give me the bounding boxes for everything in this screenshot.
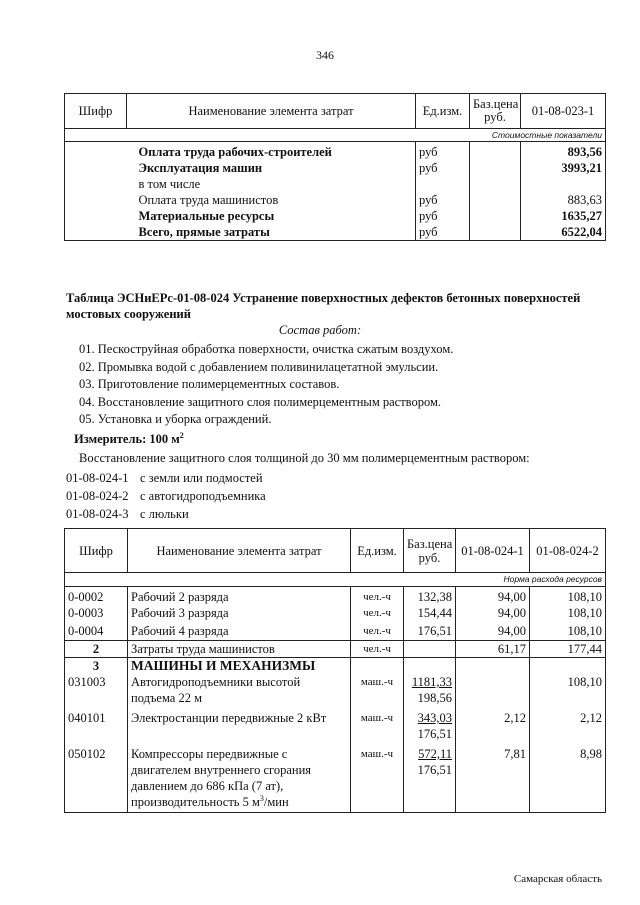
table-row (65, 674, 606, 710)
row-name: Материальные ресурсы (127, 208, 416, 224)
variant-code: 01-08-024-3 (66, 507, 129, 521)
row-value2: 8,98 (530, 746, 606, 812)
row-name: Оплата труда рабочих-строителей (127, 142, 416, 160)
row-unit: маш.-ч (351, 674, 404, 710)
table-row (65, 746, 606, 812)
row-price-top: 343,03 (417, 711, 452, 725)
row-unit: руб (416, 192, 470, 208)
row-name-tail: /мин (263, 795, 289, 809)
row-value2: 2,12 (530, 710, 606, 746)
row-value2: 108,10 (530, 605, 606, 623)
header-unit: Ед.изм. (416, 94, 470, 129)
row-price (404, 746, 456, 812)
row-value1: 94,00 (456, 587, 530, 605)
description: Восстановление защитного слоя толщиной до 30 мм полимерцементным раствором: (79, 451, 530, 465)
row-unit: руб (416, 208, 470, 224)
subheader-row (65, 129, 606, 142)
row-name-line: Электростанции передвижные 2 кВт (131, 711, 327, 725)
row-value2: 108,10 (530, 674, 606, 710)
row-name: Рабочий 2 разряда (128, 587, 351, 605)
section-name: МАШИНЫ И МЕХАНИЗМЫ (128, 658, 351, 675)
header-unit: Ед.изм. (351, 529, 404, 573)
row-value1: 7,81 (456, 746, 530, 812)
row-name: Эксплуатация машин (127, 160, 416, 176)
row-price (404, 674, 456, 710)
row-price: 154,44 (404, 605, 456, 623)
table-header-row (65, 529, 606, 573)
works-list (79, 341, 453, 429)
row-value: 3993,21 (521, 160, 606, 176)
variant-code: 01-08-024-2 (66, 489, 129, 503)
meter-text: Измеритель: 100 м (74, 432, 180, 446)
variant-text: с люльки (140, 507, 189, 521)
row-unit: руб (416, 160, 470, 176)
row-price-bottom: 198,56 (417, 691, 452, 705)
table-row (65, 192, 606, 208)
row-value2: 108,10 (530, 587, 606, 605)
list-item (66, 487, 266, 505)
row-name-line: Компрессоры передвижные с (131, 747, 288, 761)
row-code: 031003 (65, 674, 128, 710)
row-unit: чел.-ч (351, 641, 404, 658)
row-price: 176,51 (404, 623, 456, 641)
row-unit: руб (416, 142, 470, 160)
row-price-top: 1181,33 (411, 675, 452, 689)
section-title-line1: Таблица ЭСНиЕРс-01-08-024 Устранение поверхностных дефектов бетонных поверхностей (66, 291, 581, 305)
row-name-line (131, 794, 347, 810)
row-name: Всего, прямые затраты (127, 224, 416, 241)
variant-text: с автогидроподъемника (140, 489, 266, 503)
table-row (65, 224, 606, 241)
row-name: Оплата труда машинистов (127, 192, 416, 208)
section-title (66, 290, 606, 322)
row-value1 (456, 674, 530, 710)
row-price (404, 710, 456, 746)
table-row (65, 208, 606, 224)
row-value2: 177,44 (530, 641, 606, 658)
row-name-line: Автогидроподъемники высотой (131, 675, 301, 689)
table-row (65, 176, 606, 192)
list-item: 03. Приготовление полимерцементных составов. (79, 377, 340, 391)
subheader-label: Норма расхода ресурсов (65, 573, 606, 587)
row-name: Рабочий 4 разряда (128, 623, 351, 641)
section-title-line2: мостовых сооружений (66, 307, 191, 321)
row-price-top: 572,11 (418, 747, 452, 761)
page-footer: Самарская область (513, 873, 602, 885)
meter-label (74, 432, 184, 447)
table-row (65, 160, 606, 176)
list-item (66, 469, 266, 487)
row-value: 883,63 (521, 192, 606, 208)
header-col2: 01-08-024-2 (530, 529, 606, 573)
row-price (404, 641, 456, 658)
list-item: 05. Установка и уборка ограждений. (79, 412, 272, 426)
works-title: Состав работ: (278, 323, 362, 337)
table-row (65, 605, 606, 623)
row-name (128, 746, 351, 812)
list-item: 01. Пескоструйная обработка поверхности, очистка сжатым воздухом. (79, 342, 454, 356)
row-unit: маш.-ч (351, 710, 404, 746)
row-name-line: двигателем внутреннего сгорания (131, 763, 312, 777)
row-unit: чел.-ч (351, 587, 404, 605)
row-unit: чел.-ч (351, 623, 404, 641)
row-code: 2 (65, 641, 128, 658)
subheader-row (65, 573, 606, 587)
row-code: 040101 (65, 710, 128, 746)
table-row (65, 641, 606, 658)
section-code: 3 (65, 658, 128, 675)
row-name-sup: 3 (259, 793, 264, 803)
row-value1: 94,00 (456, 623, 530, 641)
meter-sup: 2 (179, 430, 184, 440)
row-price: 132,38 (404, 587, 456, 605)
row-code: 0-0002 (65, 587, 128, 605)
row-name (128, 710, 351, 746)
table-header-row (65, 94, 606, 129)
row-unit: маш.-ч (351, 746, 404, 812)
row-value: 6522,04 (521, 224, 606, 241)
row-value1: 2,12 (456, 710, 530, 746)
header-name: Наименование элемента затрат (128, 529, 351, 573)
subheader-label: Стоимостные показатели (65, 129, 606, 142)
row-value: 1635,27 (521, 208, 606, 224)
list-item: 04. Восстановление защитного слоя полимерцементным раствором. (79, 394, 442, 409)
header-base-price: Баз.цена руб. (470, 94, 521, 129)
row-name (128, 674, 351, 710)
variant-code: 01-08-024-1 (66, 471, 129, 485)
table-row (65, 587, 606, 605)
table-row (65, 142, 606, 160)
list-item (66, 505, 266, 523)
row-value1: 61,17 (456, 641, 530, 658)
row-code: 050102 (65, 746, 128, 812)
variant-text: с земли или подмостей (140, 471, 263, 485)
row-name: в том числе (127, 176, 416, 192)
section-row (65, 658, 606, 675)
header-base-price: Баз.цена руб. (404, 529, 456, 573)
row-name-text: производительность 5 м (131, 795, 260, 809)
variants-list (66, 469, 266, 523)
row-name-line: подъема 22 м (131, 691, 202, 705)
list-item: 02. Промывка водой с добавлением поливинилацетатной эмульсии. (79, 359, 439, 374)
row-price-bottom: 176,51 (417, 763, 452, 777)
table-row (65, 623, 606, 641)
header-code: Шифр (65, 529, 128, 573)
header-col1: 01-08-023-1 (521, 94, 606, 129)
row-name: Затраты труда машинистов (128, 641, 351, 658)
row-code: 0-0004 (65, 623, 128, 641)
row-unit: руб (416, 224, 470, 241)
row-value2: 108,10 (530, 623, 606, 641)
page-number: 346 (316, 48, 334, 62)
table-row (65, 710, 606, 746)
resources-table (64, 528, 606, 813)
row-name: Рабочий 3 разряда (128, 605, 351, 623)
row-price-bottom: 176,51 (417, 727, 452, 741)
row-value1: 94,00 (456, 605, 530, 623)
row-name-line: давлением до 686 кПа (7 ат), (131, 779, 284, 793)
header-name: Наименование элемента затрат (127, 94, 416, 129)
row-unit: чел.-ч (351, 605, 404, 623)
header-col1: 01-08-024-1 (456, 529, 530, 573)
row-value: 893,56 (521, 142, 606, 160)
row-code: 0-0003 (65, 605, 128, 623)
header-code: Шифр (65, 94, 127, 129)
cost-indicators-table (64, 93, 606, 241)
